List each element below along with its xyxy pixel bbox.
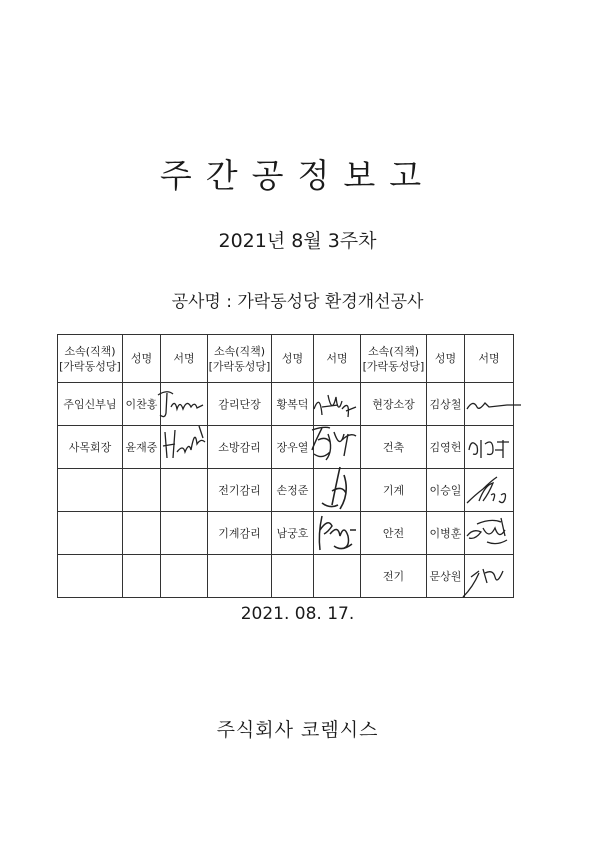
- report-week: 2021년 8월 3주차: [218, 230, 377, 252]
- role-cell: 기계: [361, 469, 427, 512]
- name-cell: 윤재중: [123, 426, 161, 469]
- role-cell: 기계감리: [208, 512, 272, 555]
- role-cell: 건축: [361, 426, 427, 469]
- signature-table: [57, 334, 514, 598]
- handwritten-signature: [461, 510, 523, 554]
- name-cell: 장우열: [272, 426, 314, 469]
- name-header: 성명: [427, 335, 465, 383]
- handwritten-signature: [308, 385, 368, 425]
- name-cell: 이승일: [427, 469, 465, 512]
- signature-cell: [465, 469, 514, 512]
- signature-cell: [465, 512, 514, 555]
- role-cell: [58, 469, 123, 512]
- affiliation-header: 소속(직책) [가락동성당]: [208, 335, 272, 383]
- signature-cell: [314, 426, 361, 469]
- role-cell: 전기감리: [208, 469, 272, 512]
- signature-cell: [161, 512, 208, 555]
- signature-cell: [161, 426, 208, 469]
- name-cell: [123, 555, 161, 598]
- handwritten-signature: [457, 557, 517, 601]
- handwritten-signature: [463, 428, 523, 468]
- table-row: [58, 426, 514, 469]
- role-cell: 안전: [361, 512, 427, 555]
- company-name: 주식회사 코렘시스: [216, 719, 379, 741]
- name-cell: [272, 555, 314, 598]
- table-row: [58, 555, 514, 598]
- affiliation-header: 소속(직책) [가락동성당]: [361, 335, 427, 383]
- role-cell: [58, 512, 123, 555]
- affiliation-header: 소속(직책) [가락동성당]: [58, 335, 123, 383]
- name-cell: 김영헌: [427, 426, 465, 469]
- role-cell: 감리단장: [208, 383, 272, 426]
- handwritten-signature: [153, 385, 213, 425]
- report-date: 2021. 08. 17.: [240, 604, 355, 624]
- handwritten-signature: [463, 385, 523, 425]
- table-row: [58, 469, 514, 512]
- signature-cell: [465, 555, 514, 598]
- name-cell: [123, 469, 161, 512]
- report-title: 주간공정보고: [159, 156, 436, 195]
- signature-cell: [161, 383, 208, 426]
- name-header: 성명: [123, 335, 161, 383]
- name-cell: 손정준: [272, 469, 314, 512]
- signature-header: 서명: [465, 335, 514, 383]
- role-cell: 전기: [361, 555, 427, 598]
- handwritten-signature: [304, 420, 366, 470]
- signature-cell: [465, 383, 514, 426]
- role-cell: 주임신부님: [58, 383, 123, 426]
- role-cell: [208, 555, 272, 598]
- name-cell: 김상철: [427, 383, 465, 426]
- signature-cell: [314, 512, 361, 555]
- handwritten-signature: [463, 471, 523, 511]
- signature-cell: [314, 555, 361, 598]
- signature-cell: [161, 555, 208, 598]
- table-row: [58, 383, 514, 426]
- handwritten-signature: [155, 422, 215, 466]
- role-cell: [58, 555, 123, 598]
- table-row: [58, 512, 514, 555]
- signature-header: 서명: [161, 335, 208, 383]
- name-header: 성명: [272, 335, 314, 383]
- name-cell: 황복덕: [272, 383, 314, 426]
- name-cell: 이병훈: [427, 512, 465, 555]
- name-cell: 문상원: [427, 555, 465, 598]
- role-cell: 사목회장: [58, 426, 123, 469]
- role-cell: 소방감리: [208, 426, 272, 469]
- project-name: 공사명 : 가락동성당 환경개선공사: [171, 292, 424, 312]
- name-cell: [123, 512, 161, 555]
- signature-cell: [161, 469, 208, 512]
- name-cell: 이찬홍: [123, 383, 161, 426]
- signature-header: 서명: [314, 335, 361, 383]
- signature-cell: [314, 469, 361, 512]
- signature-cell: [465, 426, 514, 469]
- signature-cell: [314, 383, 361, 426]
- name-cell: 남궁호: [272, 512, 314, 555]
- table-header-row: [58, 335, 514, 383]
- role-cell: 현장소장: [361, 383, 427, 426]
